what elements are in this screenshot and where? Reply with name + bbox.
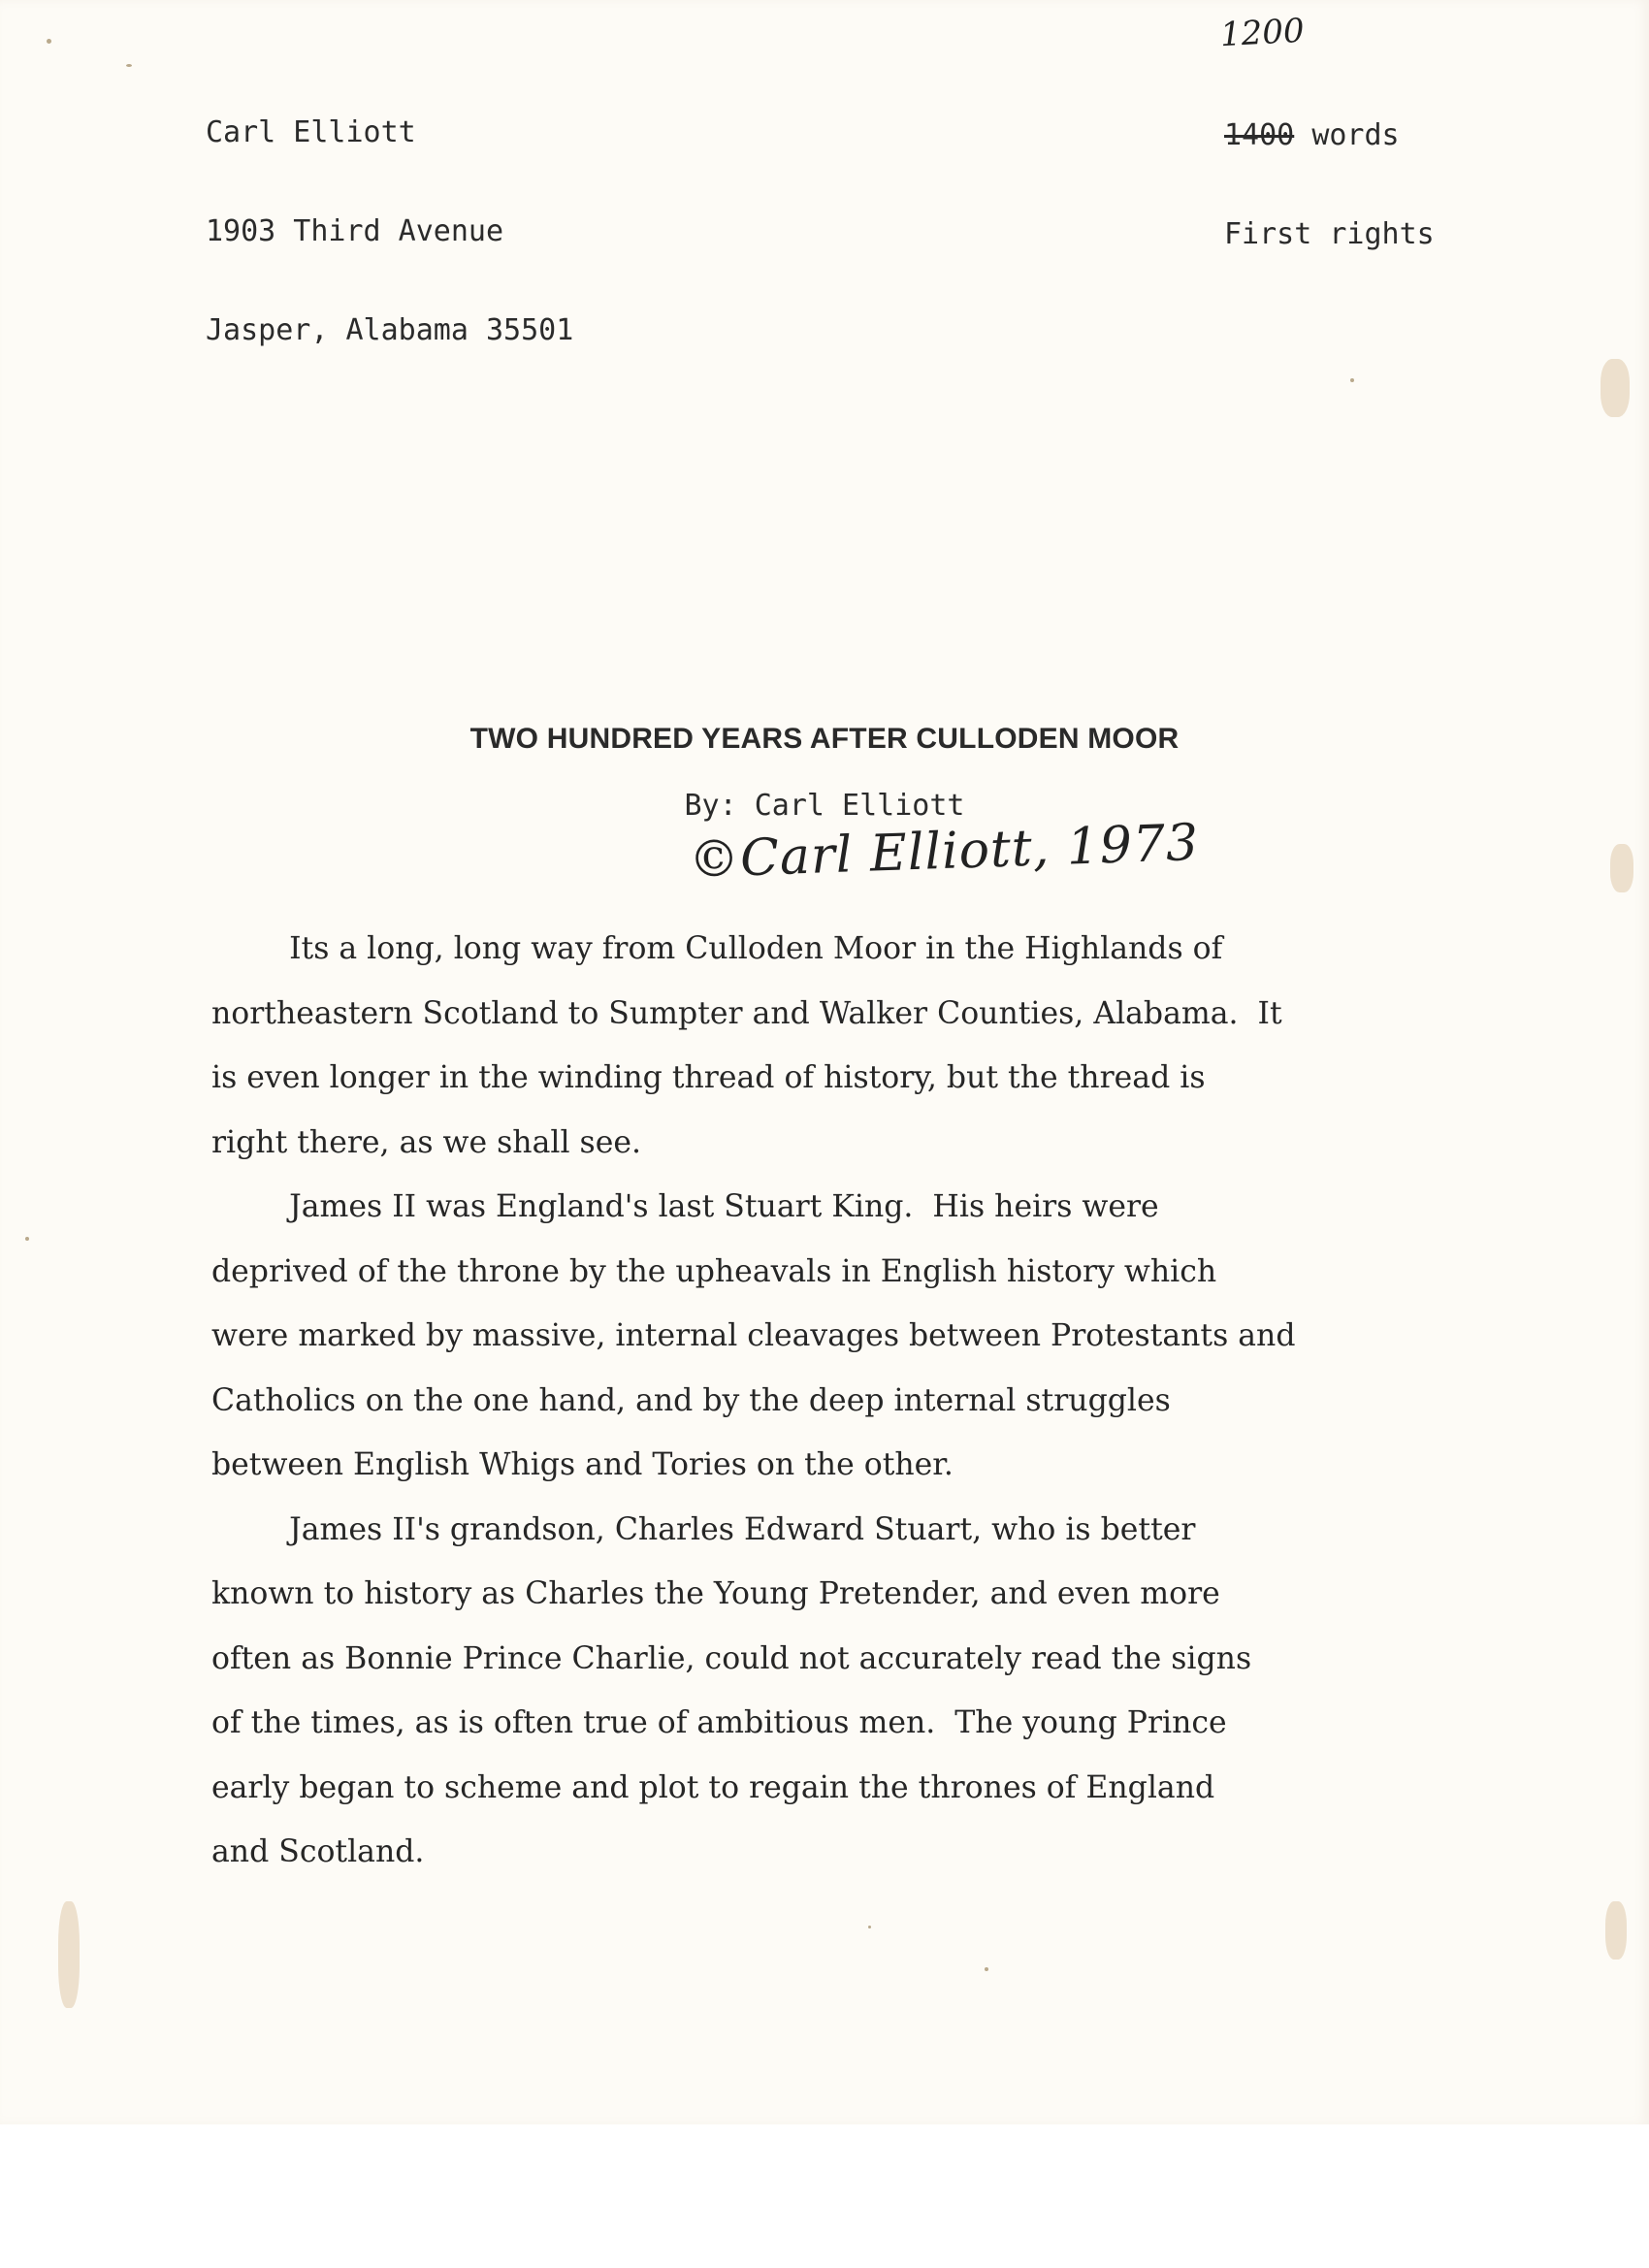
paper-speck (47, 39, 51, 44)
body-line: James II's grandson, Charles Edward Stuart, who is better (211, 1511, 1196, 1547)
body-line: right there, as we shall see. (211, 1124, 641, 1160)
body-line: known to history as Charles the Young Pretender, and even more (211, 1576, 1220, 1611)
body-line: and Scotland. (211, 1834, 425, 1869)
address-line-street: 1903 Third Avenue (206, 214, 504, 248)
paper-speck (985, 1967, 988, 1971)
body-line: deprived of the throne by the upheavals in English history which (211, 1253, 1217, 1289)
body-line: of the times, as is often true of ambitious men. The young Prince (211, 1705, 1227, 1740)
article-body (211, 917, 1560, 1885)
body-line: James II was England's last Stuart King. His heirs were (211, 1189, 1159, 1224)
handwritten-copyright: ©Carl Elliott, 1973 (688, 813, 1201, 891)
author-address (206, 50, 573, 413)
scanner-margin (0, 2124, 1649, 2268)
handwritten-word-count: 1200 (1219, 11, 1306, 55)
body-line: Catholics on the one hand, and by the deep internal struggles (211, 1382, 1171, 1418)
address-line-city: Jasper, Alabama 35501 (206, 313, 574, 347)
paper-stain (1605, 1901, 1627, 1960)
body-line: Its a long, long way from Culloden Moor in the Highlands of (211, 931, 1223, 966)
article-byline: By: Carl Elliott (684, 789, 965, 823)
struck-word-count: 1400 (1224, 118, 1295, 152)
body-line: is even longer in the winding thread of history, but the thread is (211, 1060, 1206, 1095)
article-title: TWO HUNDRED YEARS AFTER CULLODEN MOOR (469, 723, 1180, 755)
body-line: northeastern Scotland to Sumpter and Walker Counties, Alabama. It (211, 995, 1282, 1031)
body-line: between English Whigs and Tories on the other. (211, 1447, 954, 1482)
submission-meta (1224, 53, 1435, 317)
paper-stain (1600, 359, 1630, 417)
address-line-name: Carl Elliott (206, 115, 416, 149)
body-line: were marked by massive, internal cleavages between Protestants and (211, 1318, 1296, 1353)
body-line: often as Bonnie Prince Charlie, could not accurately read the signs (211, 1640, 1252, 1676)
paper-speck (1350, 378, 1354, 382)
paper-speck (126, 64, 132, 67)
paper-stain (58, 1901, 80, 2008)
paper-speck (868, 1926, 871, 1928)
word-count-label: words (1311, 118, 1400, 152)
paper-stain (1610, 844, 1633, 892)
word-count-line (1224, 119, 1435, 152)
rights-line: First rights (1224, 217, 1435, 251)
body-line: early began to scheme and plot to regain the thrones of England (211, 1769, 1215, 1805)
paper-speck (25, 1237, 29, 1241)
